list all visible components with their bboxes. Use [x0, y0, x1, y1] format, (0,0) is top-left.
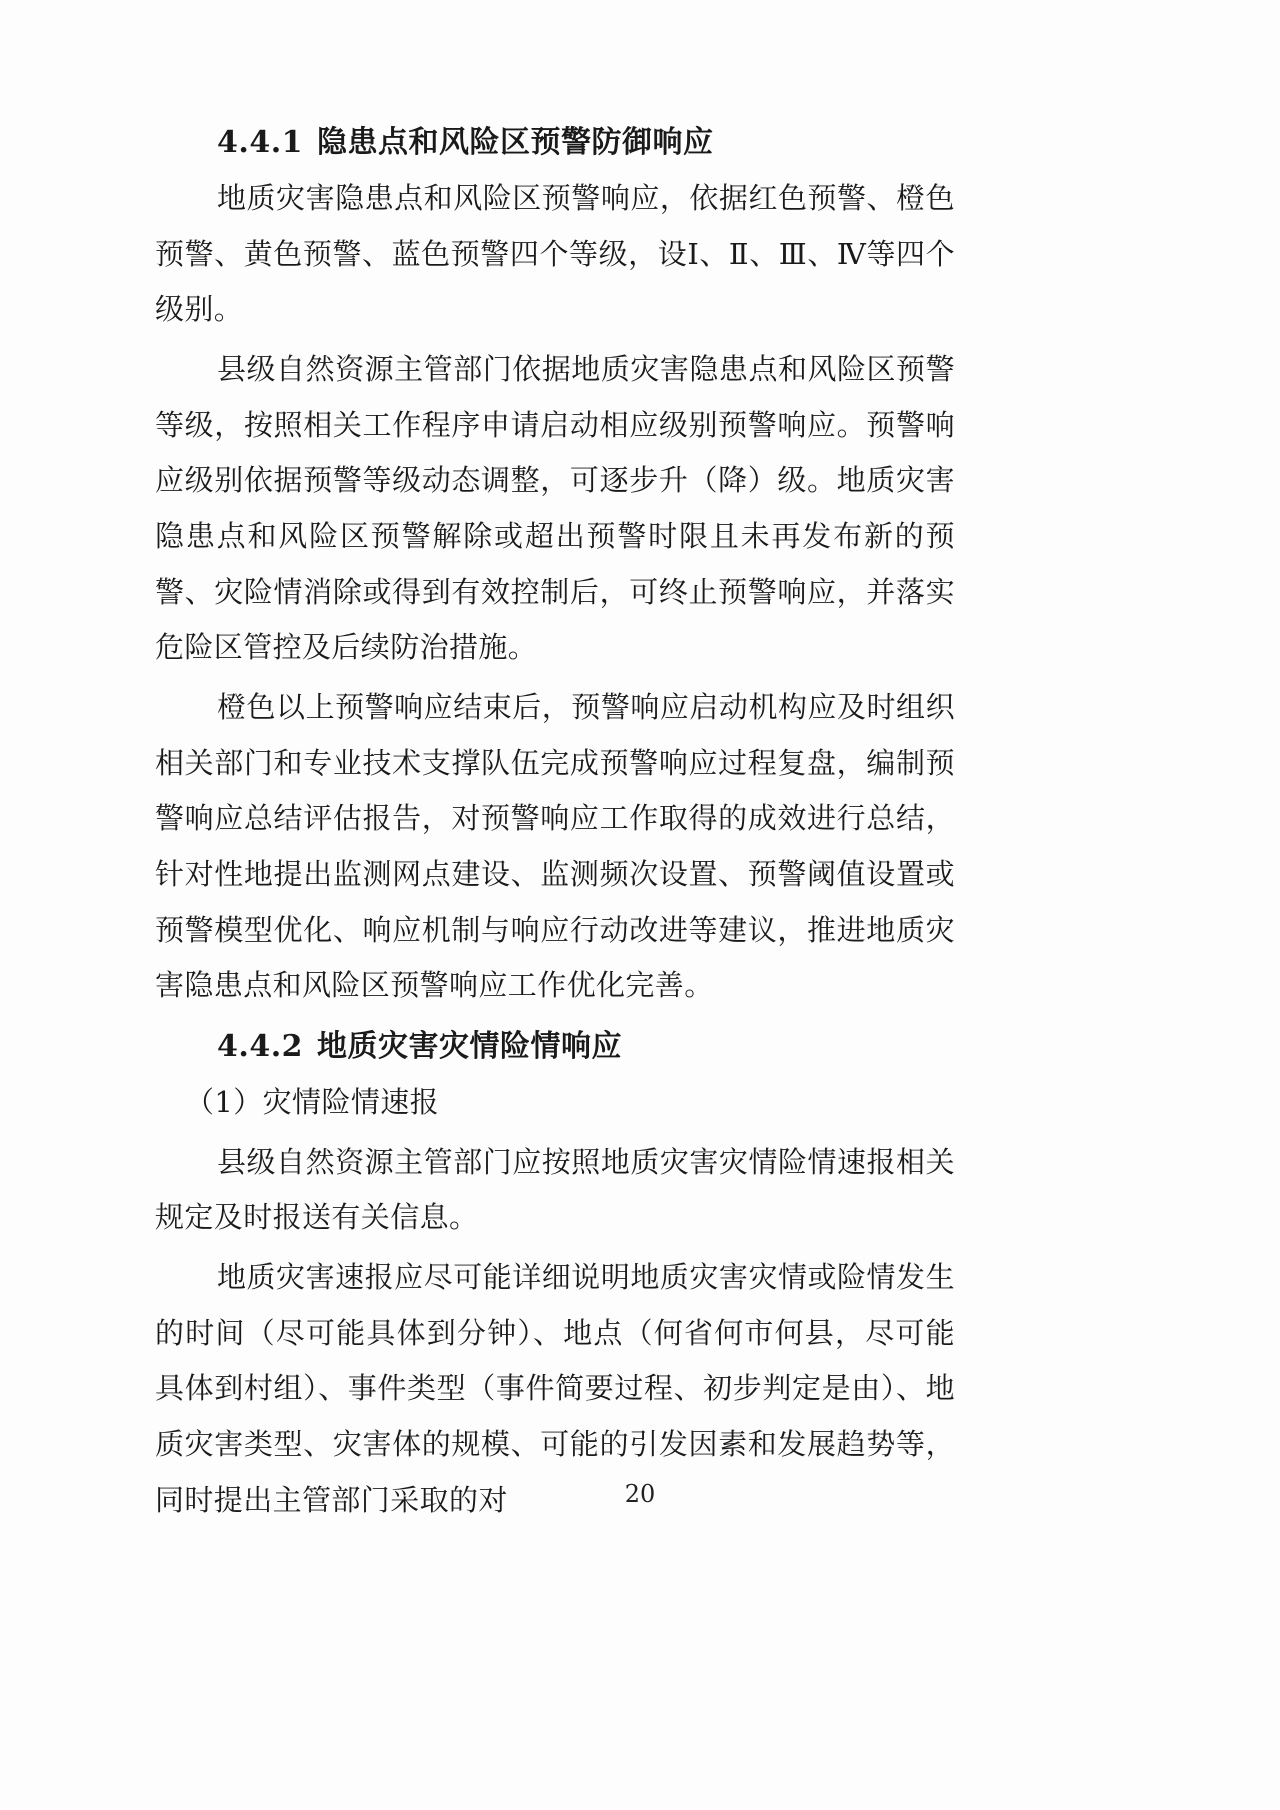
- section-heading-442: [155, 1024, 955, 1069]
- section-heading-441: [155, 120, 955, 165]
- section-title-442: 地质灾害灾情险情响应: [317, 1029, 623, 1065]
- subheading-442-1: （1）灾情险情速报: [185, 1085, 440, 1120]
- paragraph-441-2: 县级自然资源主管部门依据地质灾害隐患点和风险区预警等级，按照相关工作程序申请启动相应级别预警响应。预警响应级别依据预警等级动态调整，可逐步升（降）级。地质灾害隐患点和风险区预警解除或超出预警时限且未再发布新的预警、灾险情消除或得到有效控制后，可终止预警响应，并落实危险区管控及后续防治措施。: [155, 352, 955, 665]
- section-number-442: 4.4.2: [217, 1029, 304, 1065]
- section-title-441: 隐患点和风险区预警防御响应: [317, 125, 714, 160]
- paragraph-442-2: 地质灾害速报应尽可能详细说明地质灾害灾情或险情发生的时间（尽可能具体到分钟）、地点（何省何市何县，尽可能具体到村组）、事件类型（事件简要过程、初步判定是由）、地质灾害类型、灾害体的规模、可能的引发因素和发展趋势等，同时提出主管部门采取的对: [155, 1260, 955, 1517]
- page-content: [155, 120, 955, 1532]
- paragraph-441-3: 橙色以上预警响应结束后，预警响应启动机构应及时组织相关部门和专业技术支撑队伍完成预警响应过程复盘，编制预警响应总结评估报告，对预警响应工作取得的成效进行总结，针对性地提出监测网点建设、监测频次设置、预警阈值设置或预警模型优化、响应机制与响应行动改进等建议，推进地质灾害隐患点和风险区预警响应工作优化完善。: [155, 690, 955, 1003]
- page-number: 20: [624, 1480, 656, 1508]
- section-number-441: 4.4.1: [217, 125, 304, 160]
- paragraph-442-1: 县级自然资源主管部门应按照地质灾害灾情险情速报相关规定及时报送有关信息。: [155, 1144, 955, 1235]
- paragraph-441-1: 地质灾害隐患点和风险区预警响应，依据红色预警、橙色预警、黄色预警、蓝色预警四个等级，设Ⅰ、Ⅱ、Ⅲ、Ⅳ等四个级别。: [155, 181, 955, 327]
